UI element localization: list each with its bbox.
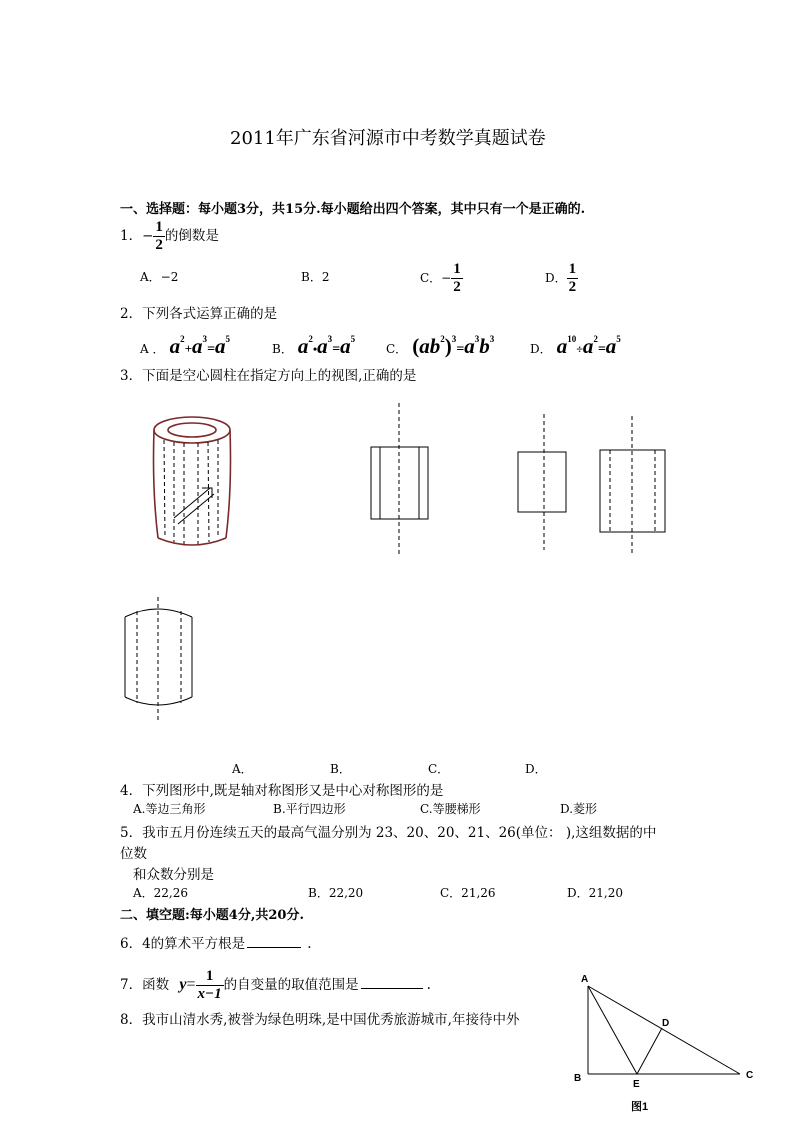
q5-option-a: A．22,26 bbox=[133, 886, 189, 900]
q7-end: . bbox=[426, 977, 431, 993]
q1-option-b: B．2 bbox=[301, 270, 330, 284]
question-7 bbox=[120, 965, 431, 1005]
q7-fraction-denominator: x−1 bbox=[197, 986, 222, 1002]
q4-option-a: A.等边三角形 bbox=[133, 802, 206, 816]
q1-suffix: 的倒数是 bbox=[164, 228, 219, 244]
q6-stem: 6．4的算术平方根是 bbox=[120, 936, 246, 952]
q1-option-c bbox=[420, 258, 463, 298]
figure-1-label-e: E bbox=[633, 1079, 640, 1090]
q3-view-d-figure bbox=[115, 595, 205, 730]
q4-option-d: D.菱形 bbox=[560, 802, 598, 816]
q5-option-c: C．21,26 bbox=[440, 886, 496, 900]
section-2-heading: 二、填空题:每小题4分,共20分. bbox=[120, 908, 304, 923]
figure-1-label-b: B bbox=[574, 1073, 582, 1084]
q5-option-b: B．22,20 bbox=[308, 886, 364, 900]
q1-option-d-denominator: 2 bbox=[568, 279, 577, 295]
q1-option-d-fraction bbox=[567, 261, 579, 296]
q7-answer-blank[interactable] bbox=[361, 988, 423, 989]
figure-1-caption: 图1 bbox=[631, 1101, 649, 1113]
question-8: 8．我市山清水秀,被誉为绿色明珠,是中国优秀旅游城市,年接待中外 bbox=[120, 1012, 520, 1028]
q6-answer-blank[interactable] bbox=[247, 947, 301, 948]
q1-option-d bbox=[545, 258, 578, 298]
q2-option-b-expr: $a^2•a^3=a^5$ bbox=[297, 334, 356, 358]
q3-option-a: A． bbox=[232, 762, 253, 776]
q4-option-b: B.平行四边形 bbox=[273, 802, 346, 816]
q7-prefix: 7．函数 bbox=[120, 977, 170, 993]
q1-option-d-numerator: 1 bbox=[568, 261, 577, 277]
q1-number: 1． bbox=[120, 228, 143, 244]
page-title: 2011年广东省河源市中考数学真题试卷 bbox=[230, 128, 546, 149]
q4-option-c: C.等腰梯形 bbox=[420, 802, 481, 816]
q3-option-d: D． bbox=[525, 762, 547, 776]
question-5-line-1: 5．我市五月份连续五天的最高气温分别为 23、20、20、21、26(单位： ),这组数据的中 bbox=[120, 825, 657, 841]
figure-1-label-c: C bbox=[746, 1070, 754, 1081]
question-5-line-2: 位数 bbox=[120, 846, 147, 862]
q1-fraction-numerator: 1 bbox=[155, 219, 163, 235]
q1-option-a: A．−2 bbox=[140, 270, 179, 284]
section-1-heading: 一、选择题：每小题3分，共15分.每小题给出四个答案，其中只有一个是正确的. bbox=[120, 202, 586, 217]
question-3: 3．下面是空心圆柱在指定方向上的视图,正确的是 bbox=[120, 368, 417, 384]
q7-var-y: y bbox=[179, 976, 187, 993]
q7-equals: = bbox=[186, 976, 196, 993]
q6-end: . bbox=[307, 936, 312, 952]
q1-option-d-label: D． bbox=[545, 271, 567, 285]
q2-option-c-label: C． bbox=[386, 342, 408, 356]
q7-fraction bbox=[196, 968, 224, 1003]
q2-option-a bbox=[140, 322, 230, 367]
q2-option-a-label: A ． bbox=[140, 342, 165, 356]
q2-option-d-expr: $a^{10}\div a^2=a^5$ bbox=[556, 334, 621, 358]
q2-option-a-expr: $a^2+a^3=a^5$ bbox=[169, 334, 230, 358]
q5-option-d: D．21,20 bbox=[567, 886, 623, 900]
q7-fraction-numerator: 1 bbox=[196, 968, 224, 986]
q2-option-c bbox=[386, 322, 494, 367]
q2-option-d bbox=[530, 322, 621, 367]
q3-view-c-figure bbox=[595, 410, 675, 560]
q1-option-c-fraction bbox=[451, 261, 463, 296]
question-1 bbox=[120, 216, 219, 256]
question-6 bbox=[120, 932, 311, 952]
hollow-cylinder-figure bbox=[140, 410, 240, 550]
q1-option-c-denominator: 2 bbox=[453, 279, 461, 295]
figure-1-label-d: D bbox=[662, 1018, 670, 1029]
q1-option-c-numerator: 1 bbox=[453, 261, 461, 277]
q2-option-c-expr: $(ab^2)^3=a^3b^3$ bbox=[412, 334, 495, 358]
q1-fraction-denominator: 2 bbox=[155, 237, 163, 253]
q1-option-c-label: C．− bbox=[420, 271, 452, 285]
q3-option-b: B． bbox=[330, 762, 351, 776]
question-5-line-3: 和众数分别是 bbox=[133, 867, 214, 883]
question-2: 2．下列各式运算正确的是 bbox=[120, 306, 278, 322]
q3-view-a-figure bbox=[360, 400, 440, 560]
view-direction-arrow-icon bbox=[174, 488, 214, 524]
figure-1-triangle bbox=[570, 970, 770, 1120]
q2-option-d-label: D． bbox=[530, 342, 552, 356]
question-4: 4．下列图形中,既是轴对称图形又是中心对称图形的是 bbox=[120, 783, 444, 799]
q1-fraction bbox=[153, 219, 165, 254]
figure-1-label-a: A bbox=[581, 974, 589, 985]
q7-suffix: 的自变量的取值范围是 bbox=[223, 977, 359, 993]
q3-view-b-figure bbox=[508, 410, 578, 555]
q2-option-b-label: B． bbox=[272, 342, 293, 356]
q3-option-c: C． bbox=[428, 762, 450, 776]
q2-option-b bbox=[272, 322, 355, 367]
q1-minus: − bbox=[142, 228, 154, 244]
